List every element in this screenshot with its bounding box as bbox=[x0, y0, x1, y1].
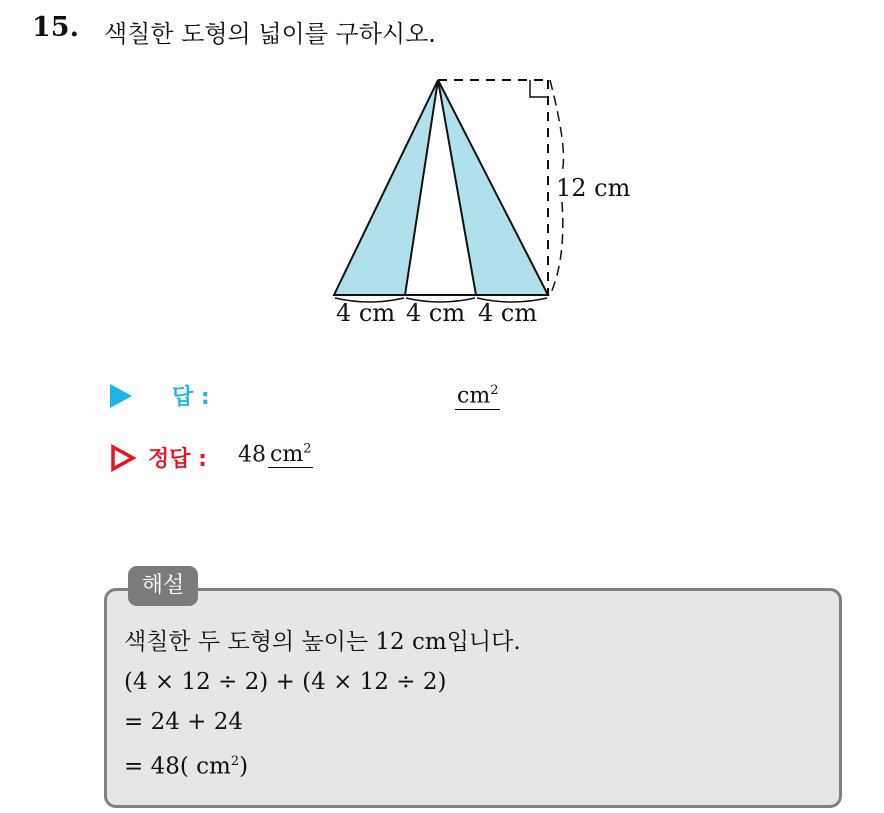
correct-answer-unit-wrap bbox=[268, 442, 313, 468]
height-brace-bottom bbox=[550, 202, 563, 295]
question-number: 15. bbox=[32, 12, 79, 43]
base-label-3: 4 cm bbox=[478, 299, 538, 327]
answer-row bbox=[110, 378, 550, 412]
solution-line-4-prefix: = 48( cm bbox=[124, 753, 231, 780]
correct-answer-value: 48 bbox=[238, 442, 266, 468]
solution-line-4 bbox=[124, 742, 521, 787]
solution-line-3: = 24 + 24 bbox=[124, 709, 244, 735]
outline-play-icon bbox=[110, 444, 136, 472]
correct-answer-unit: cm bbox=[270, 442, 304, 468]
solution-line-2: (4 × 12 ÷ 2) + (4 × 12 ÷ 2) bbox=[124, 669, 447, 695]
correct-answer-row bbox=[110, 440, 510, 474]
base-label-2: 4 cm bbox=[406, 299, 466, 327]
solution-lines bbox=[124, 622, 521, 787]
correct-answer-unit-exp: 2 bbox=[303, 442, 312, 457]
right-shaded-triangle bbox=[438, 80, 548, 295]
solution-tab: 해설 bbox=[128, 566, 198, 606]
height-label: 12 cm bbox=[556, 174, 631, 202]
play-icon bbox=[110, 384, 132, 408]
correct-answer-label: 정답 : bbox=[148, 447, 207, 472]
answer-unit: cm bbox=[457, 383, 491, 409]
solution-line-4-suffix: ) bbox=[239, 753, 249, 780]
solution-line-4-exp: 2 bbox=[230, 754, 240, 769]
right-angle-mark bbox=[530, 80, 548, 97]
left-shaded-triangle bbox=[334, 80, 438, 295]
answer-unit-exp: 2 bbox=[490, 383, 499, 398]
base-label-1: 4 cm bbox=[336, 299, 396, 327]
correct-answer-text bbox=[238, 442, 313, 467]
answer-label: 답 : bbox=[172, 385, 210, 410]
triangle-figure bbox=[300, 60, 640, 335]
question-text: 색칠한 도형의 넓이를 구하시오. bbox=[104, 20, 436, 48]
answer-field[interactable] bbox=[455, 378, 500, 410]
height-brace-top bbox=[550, 80, 564, 172]
solution-line-1: 색칠한 두 도형의 높이는 12 cm입니다. bbox=[124, 629, 521, 655]
